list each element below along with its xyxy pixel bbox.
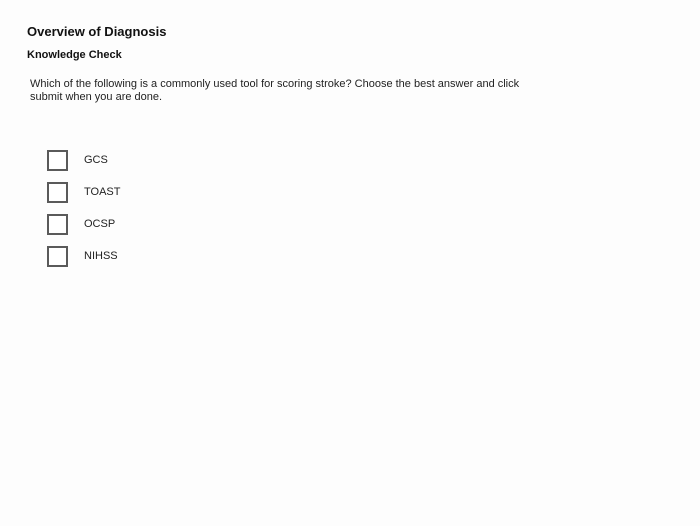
answer-label: NIHSS — [84, 250, 118, 262]
answer-option-ocsp[interactable] — [47, 213, 120, 235]
section-title: Knowledge Check — [27, 49, 122, 61]
answer-checkbox[interactable] — [47, 150, 68, 171]
page-title: Overview of Diagnosis — [27, 24, 167, 39]
answer-option-toast[interactable] — [47, 181, 120, 203]
question-text: Which of the following is a commonly used tool for scoring stroke? Choose the best answer and click submit when you are done. — [30, 78, 520, 103]
answer-label: OCSP — [84, 218, 116, 230]
answer-checkbox[interactable] — [47, 182, 68, 203]
answer-option-nihss[interactable] — [47, 245, 120, 267]
answer-option-gcs[interactable] — [47, 149, 120, 171]
answer-label: GCS — [84, 154, 108, 166]
answer-label: TOAST — [84, 186, 121, 198]
answer-options — [47, 149, 120, 277]
answer-checkbox[interactable] — [47, 246, 68, 267]
answer-checkbox[interactable] — [47, 214, 68, 235]
